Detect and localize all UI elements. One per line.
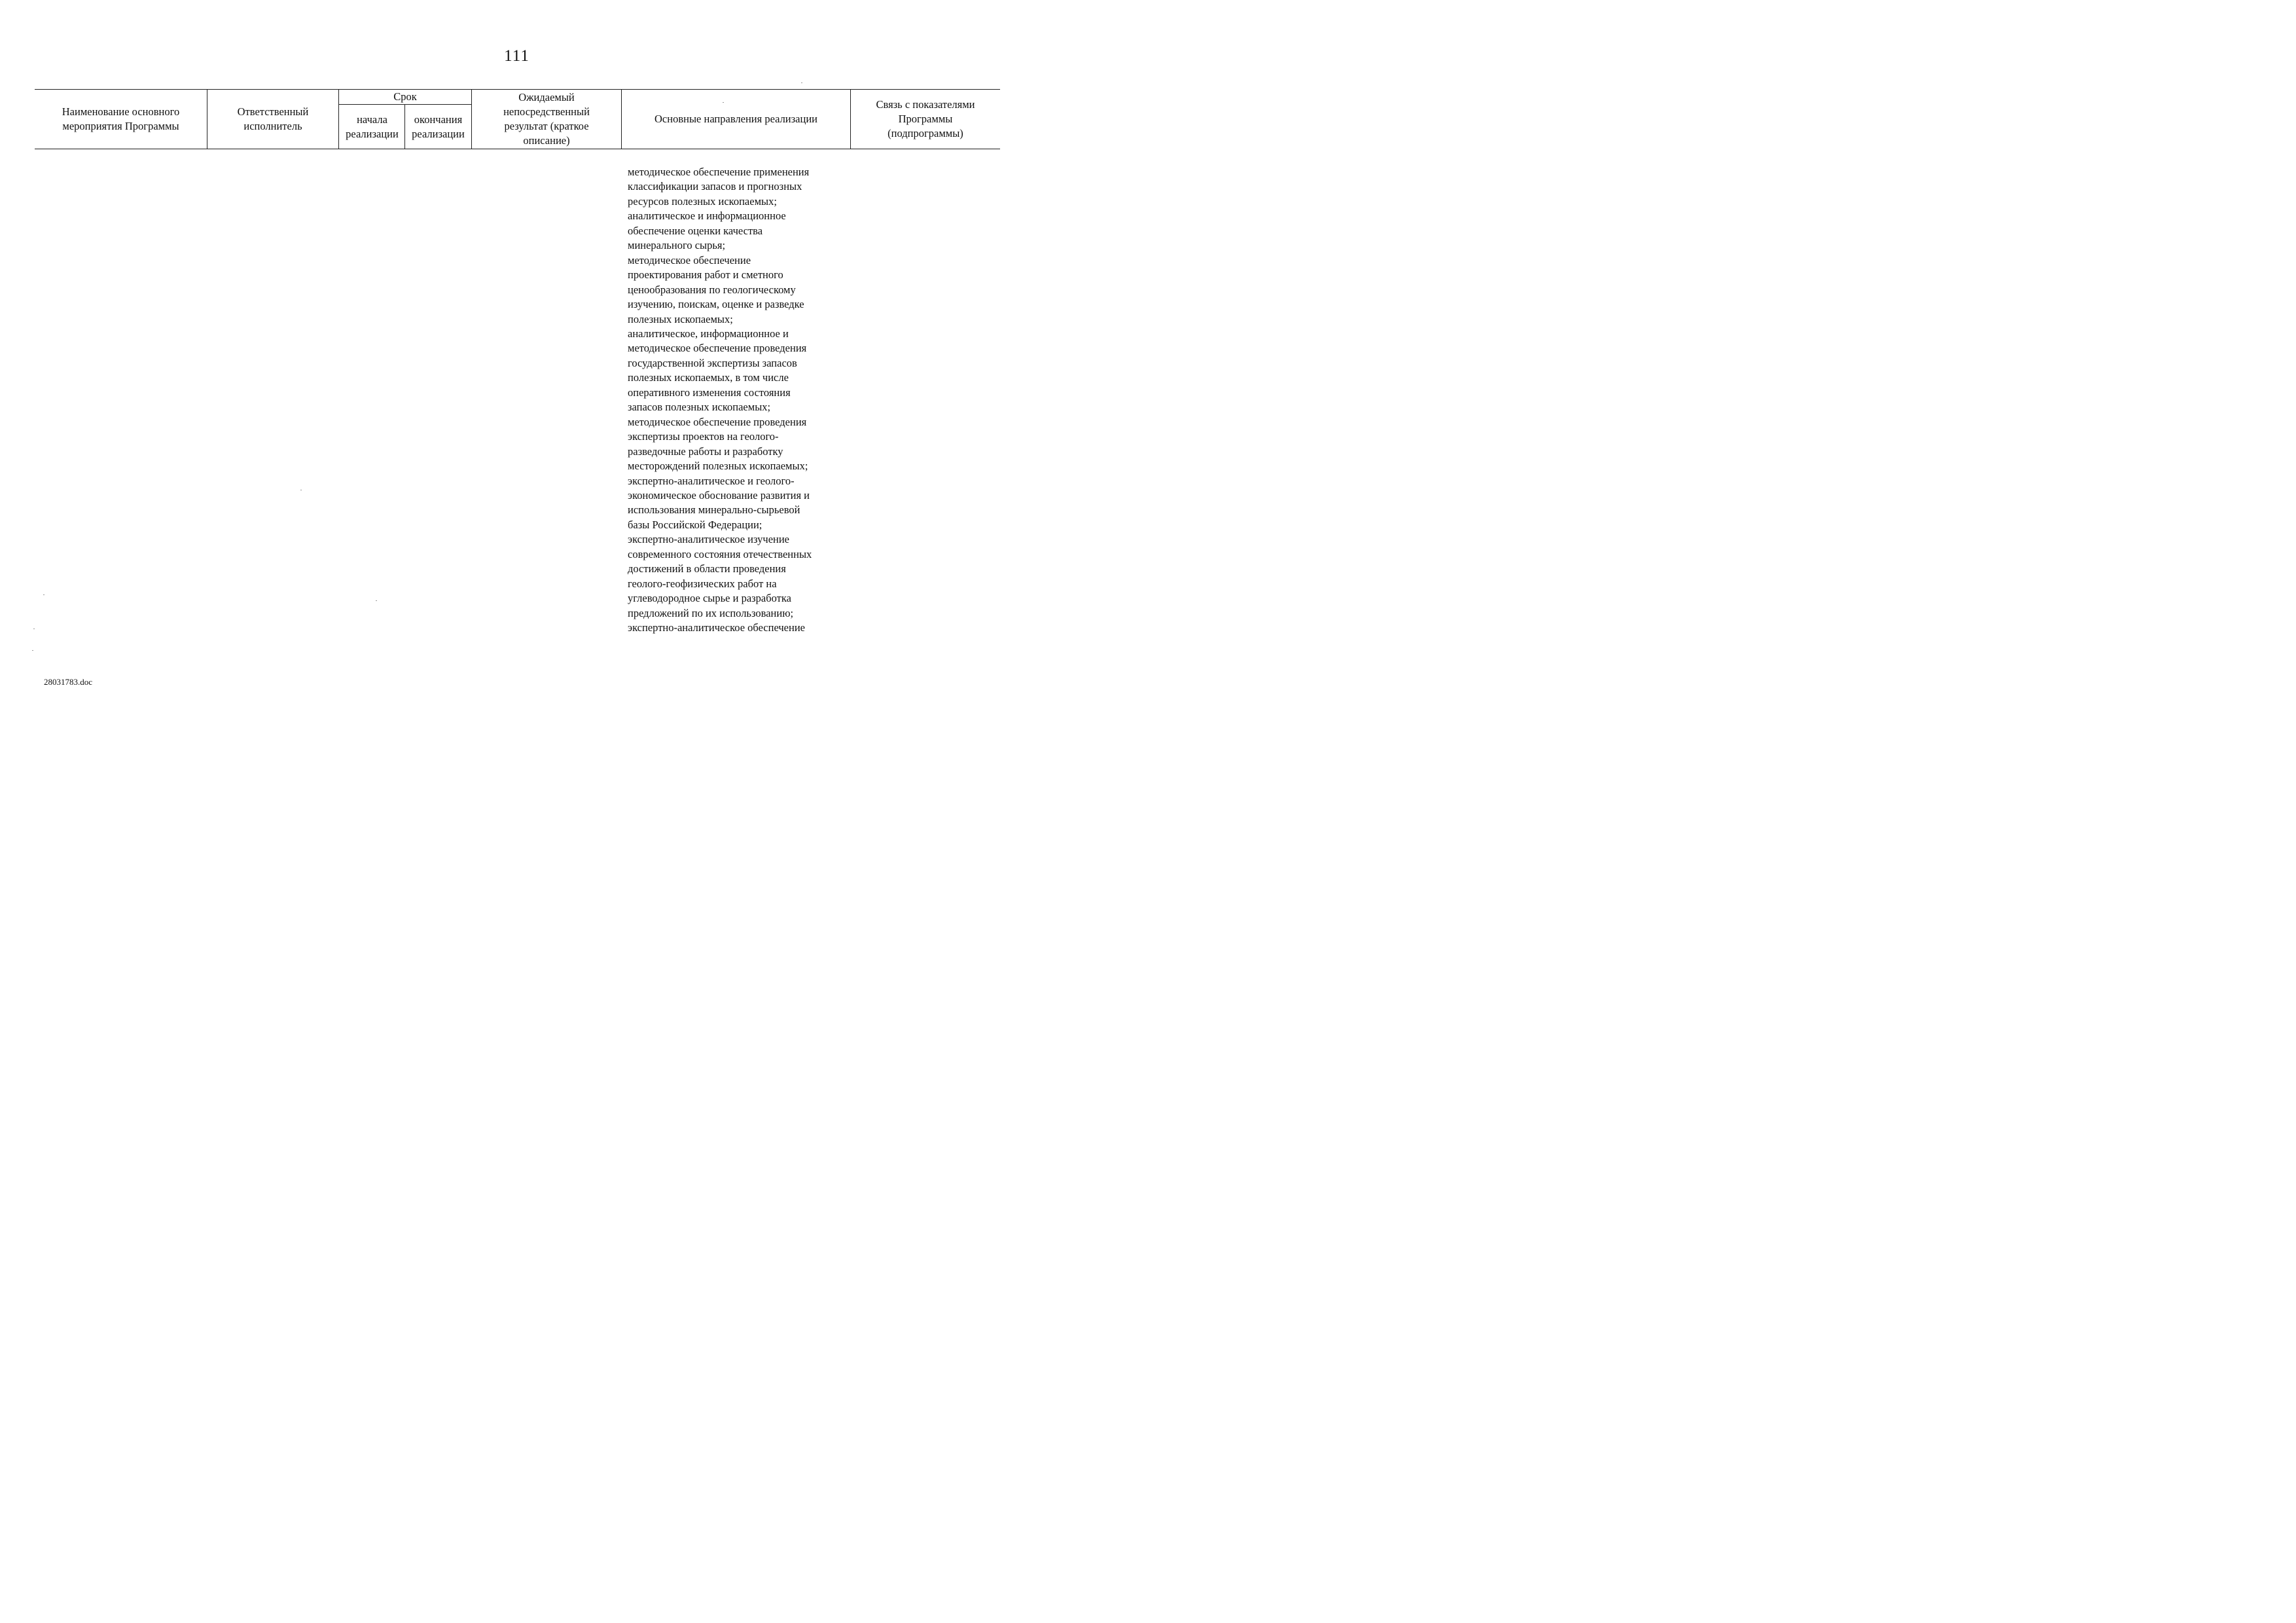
- header-activity-name: Наименование основного мероприятия Программы: [62, 105, 180, 132]
- scan-speck: [376, 600, 377, 601]
- document-id: 28031783.doc: [44, 677, 93, 687]
- table-header: [35, 89, 1000, 149]
- header-responsible-executor: Ответственный исполнитель: [237, 105, 309, 132]
- header-term-start: начала реализации: [346, 113, 399, 140]
- scan-speck: [723, 102, 724, 103]
- header-term: Срок: [393, 90, 417, 103]
- scan-speck: [43, 594, 45, 595]
- header-program-indicators-link: Связь с показателями Программы (подпрограммы): [876, 98, 975, 139]
- implementation-directions-cell: методическое обеспечение применения классификации запасов и прогнозных ресурсов полезных ископаемых; аналитическое и информационное обеспечение оценки качества минерального сырья; методическое обеспечение проектирования работ и сметного ценообразования по геологическому изучению, поискам, оценке и разведке полезных ископаемых; аналитическое, информационное и методическое обеспечение проведения государственной экспертизы запасов полезных ископаемых, в том числе оперативного изменения состояния запасов полезных ископаемых; методическое обеспечение проведения экспертизы проектов на геолого- разведочные работы и разработку месторождений полезных ископаемых; экспертно-аналитическое и геолого- экономическое обоснование развития и использования минерально-сырьевой базы Российской Федерации; экспертно-аналитическое изучение современного состояния отечественных достижений в области проведения геолого-геофизических работ на углеводородное сырье и разработка предложений по их использованию; экспертно-аналитическое обеспечение: [628, 166, 812, 634]
- header-expected-result: Ожидаемый непосредственный результат (краткое описание): [503, 91, 590, 147]
- header-term-end: окончания реализации: [412, 113, 465, 140]
- scan-speck: [801, 82, 802, 83]
- scan-speck: [32, 650, 33, 651]
- page-number: 111: [504, 47, 529, 65]
- header-implementation-directions: Основные направления реализации: [655, 113, 817, 125]
